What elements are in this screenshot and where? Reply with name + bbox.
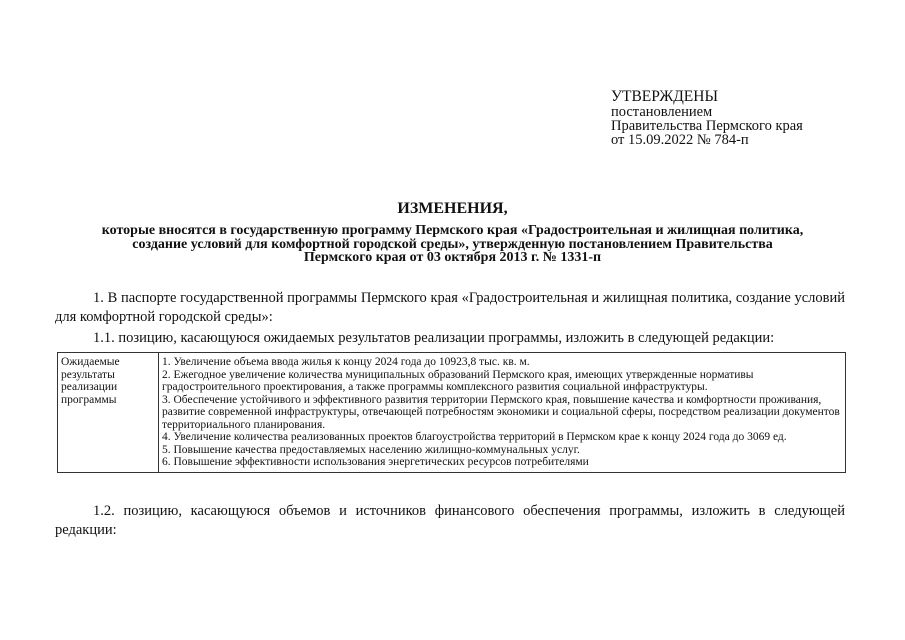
result-item: 4. Увеличение количества реализованных проектов благоустройства территорий в Пермском крае к концу 2024 года до 3069 ед. bbox=[162, 431, 787, 443]
title-line: Пермского края от 03 октября 2013 г. № 1331-п bbox=[303, 250, 602, 265]
title-heading: ИЗМЕНЕНИЯ, bbox=[397, 200, 508, 217]
paragraph-1 bbox=[55, 289, 845, 327]
paragraph-1-1 bbox=[55, 329, 845, 348]
document-title bbox=[55, 200, 850, 265]
result-item: 1. Увеличение объема ввода жилья к концу 2024 года до 10923,8 тыс. кв. м. bbox=[162, 356, 530, 368]
paragraph-1-text: 1. В паспорте государственной программы Пермского края «Градостроительная и жилищная политика, создание условий для комфортной городской среды»: bbox=[55, 290, 845, 325]
table-row bbox=[58, 353, 846, 473]
title-line: которые вносятся в государственную программу Пермского края «Градостроительная и жилищная политика, bbox=[101, 223, 804, 238]
result-item: 5. Повышение качества предоставляемых населению жилищно-коммунальных услуг. bbox=[162, 443, 580, 456]
paragraph-1-1-text: 1.1. позицию, касающуюся ожидаемых результатов реализации программы, изложить в следующей редакции: bbox=[93, 330, 775, 346]
approval-date: от 15.09.2022 № 784-п bbox=[611, 132, 749, 148]
title-line: создание условий для комфортной городской среды», утвержденную постановлением Правительства bbox=[132, 236, 773, 252]
approval-line: постановлением bbox=[611, 104, 713, 120]
table-content-cell bbox=[159, 353, 846, 473]
result-item: 6. Повышение эффективности использования энергетических ресурсов потребителями bbox=[162, 456, 589, 468]
paragraph-1-2-text: 1.2. позицию, касающуюся объемов и источников финансового обеспечения программы, изложить в следующей редакции: bbox=[55, 503, 845, 538]
result-item: 3. Обеспечение устойчивого и эффективного развития территории Пермского края, повышение качества и комфортности проживания, развитие современной инфраструктуры, отвечающей потребностям экономики и социальной сферы, посредством реализации документов территориального планирования. bbox=[162, 393, 840, 431]
table-label-cell: Ожидаемые результаты реализации программы bbox=[58, 353, 159, 473]
paragraph-1-2 bbox=[55, 502, 845, 540]
approval-stamp bbox=[611, 89, 803, 147]
approval-line: Правительства Пермского края bbox=[611, 118, 803, 134]
approval-heading: УТВЕРЖДЕНЫ bbox=[611, 88, 718, 105]
result-item: 2. Ежегодное увеличение количества муниципальных образований Пермского края, имеющих утвержденные нормативы градостроительного проектирования, а также программы комплексного развития социальной инфраструктуры. bbox=[162, 368, 754, 393]
results-table bbox=[57, 352, 846, 473]
